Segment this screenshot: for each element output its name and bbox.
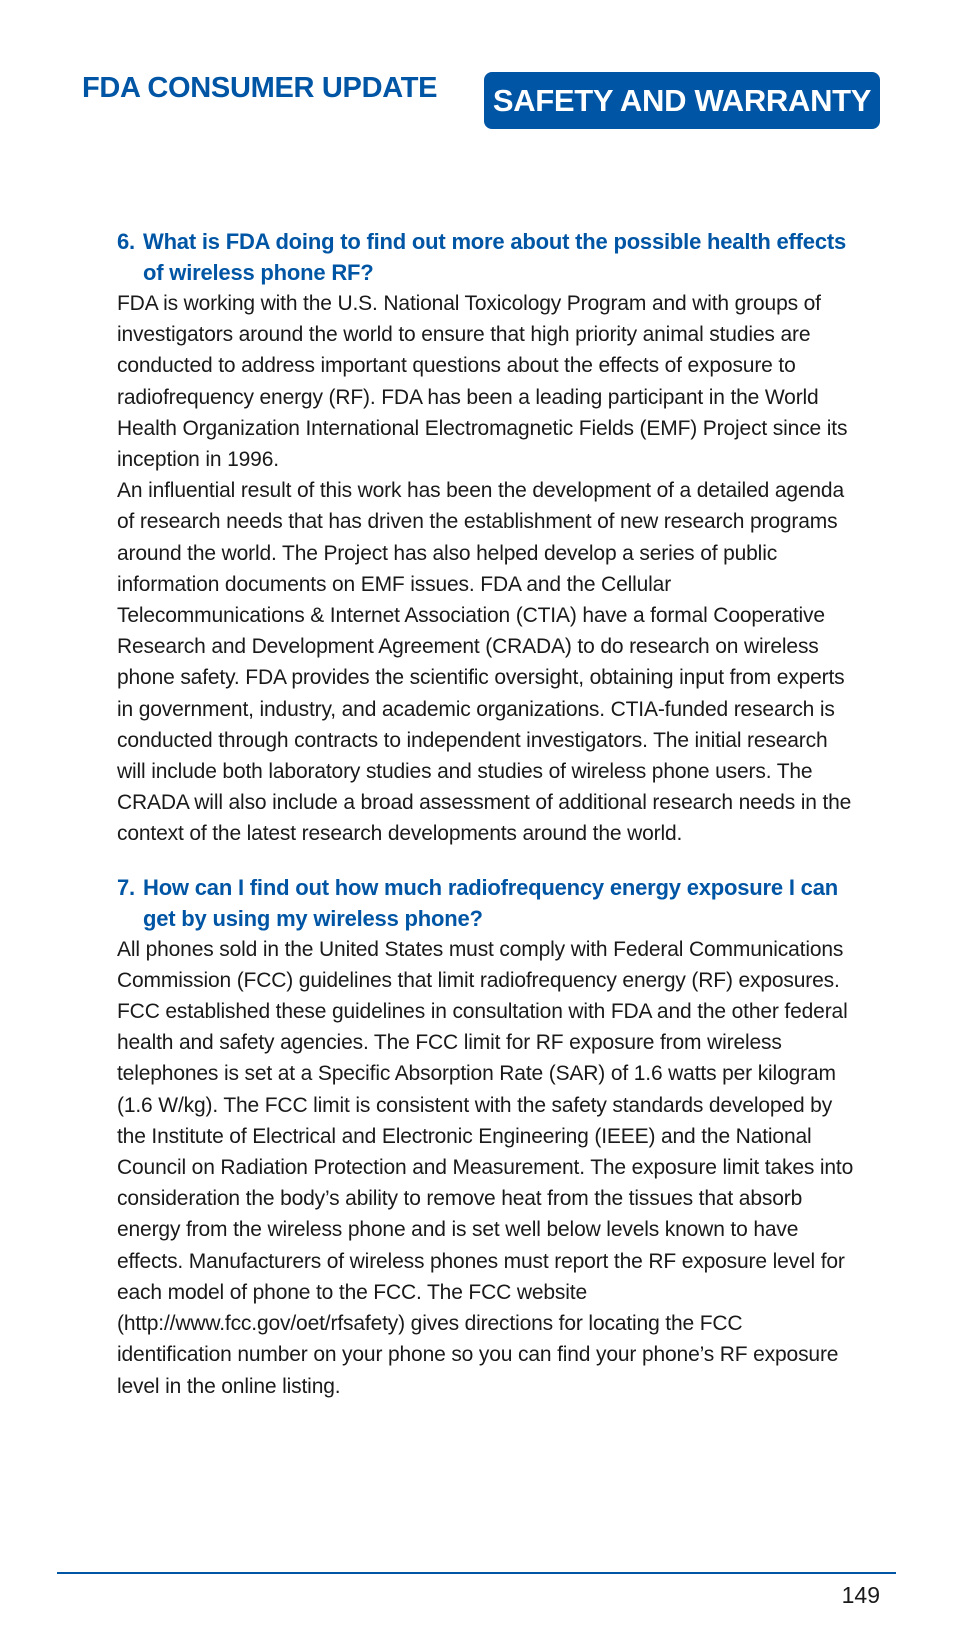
page-content <box>117 226 857 1402</box>
question-number: 6. <box>117 229 135 254</box>
page-number: 149 <box>841 1582 880 1608</box>
question-heading-7 <box>117 872 857 934</box>
answer-body-7 <box>117 934 857 1402</box>
answer-paragraph: All phones sold in the United States must comply with Federal Communications Commission (FCC) guidelines that limit radiofrequency energy (RF) exposures. FCC established these guidelines in consultation with FDA and the other federal health and safety agencies. The FCC limit for RF exposure from wireless telephones is set at a Specific Absorption Rate (SAR) of 1.6 watts per kilogram (1.6 W/kg). The FCC limit is consistent with the safety standards developed by the Institute of Electrical and Electronic Engineering (IEEE) and the National Council on Radiation Protection and Measurement. The exposure limit takes into consideration the body’s ability to remove heat from the tissues that absorb energy from the wireless phone and is set well below levels known to have effects. Manufacturers of wireless phones must report the RF exposure level for each model of phone to the FCC. The FCC website (http://www.fcc.gov/oet/rfsafety) gives directions for locating the FCC identification number on your phone so you can find your phone’s RF exposure level in the online listing. <box>117 937 854 1398</box>
section-tab: SAFETY AND WARRANTY <box>484 72 880 129</box>
answer-body-6 <box>117 288 857 850</box>
question-number: 7. <box>117 874 135 900</box>
question-text: How can I find out how much radiofrequency energy exposure I can get by using my wireless phone? <box>143 874 838 931</box>
answer-paragraph: FDA is working with the U.S. National Toxicology Program and with groups of investigators around the world to ensure that high priority animal studies are conducted to address important questions about the effects of exposure to radiofrequency energy (RF). FDA has been a leading participant in the World Health Organization International Electromagnetic Fields (EMF) Project since its inception in 1996. <box>117 292 848 472</box>
question-text: What is FDA doing to find out more about the possible health effects of wireless phone RF? <box>143 229 847 285</box>
running-header-title: FDA CONSUMER UPDATE <box>82 72 438 104</box>
section-spacer <box>117 850 857 872</box>
answer-paragraph: An influential result of this work has been the development of a detailed agenda of research needs that has driven the establishment of new research programs around the world. The Project has also helped develop a series of public information documents on EMF issues. FDA and the Cellular Telecommunications & Internet Association (CTIA) have a formal Cooperative Research and Development Agreement (CRADA) to do research on wireless phone safety. FDA provides the scientific oversight, obtaining input from experts in government, industry, and academic organizations. CTIA-funded research is conducted through contracts to independent investigators. The initial research will include both laboratory studies and studies of wireless phone users. The CRADA will also include a broad assessment of additional research needs in the context of the latest research developments around the world. <box>117 479 852 846</box>
footer-divider <box>57 1572 896 1574</box>
question-heading-6 <box>117 226 857 288</box>
